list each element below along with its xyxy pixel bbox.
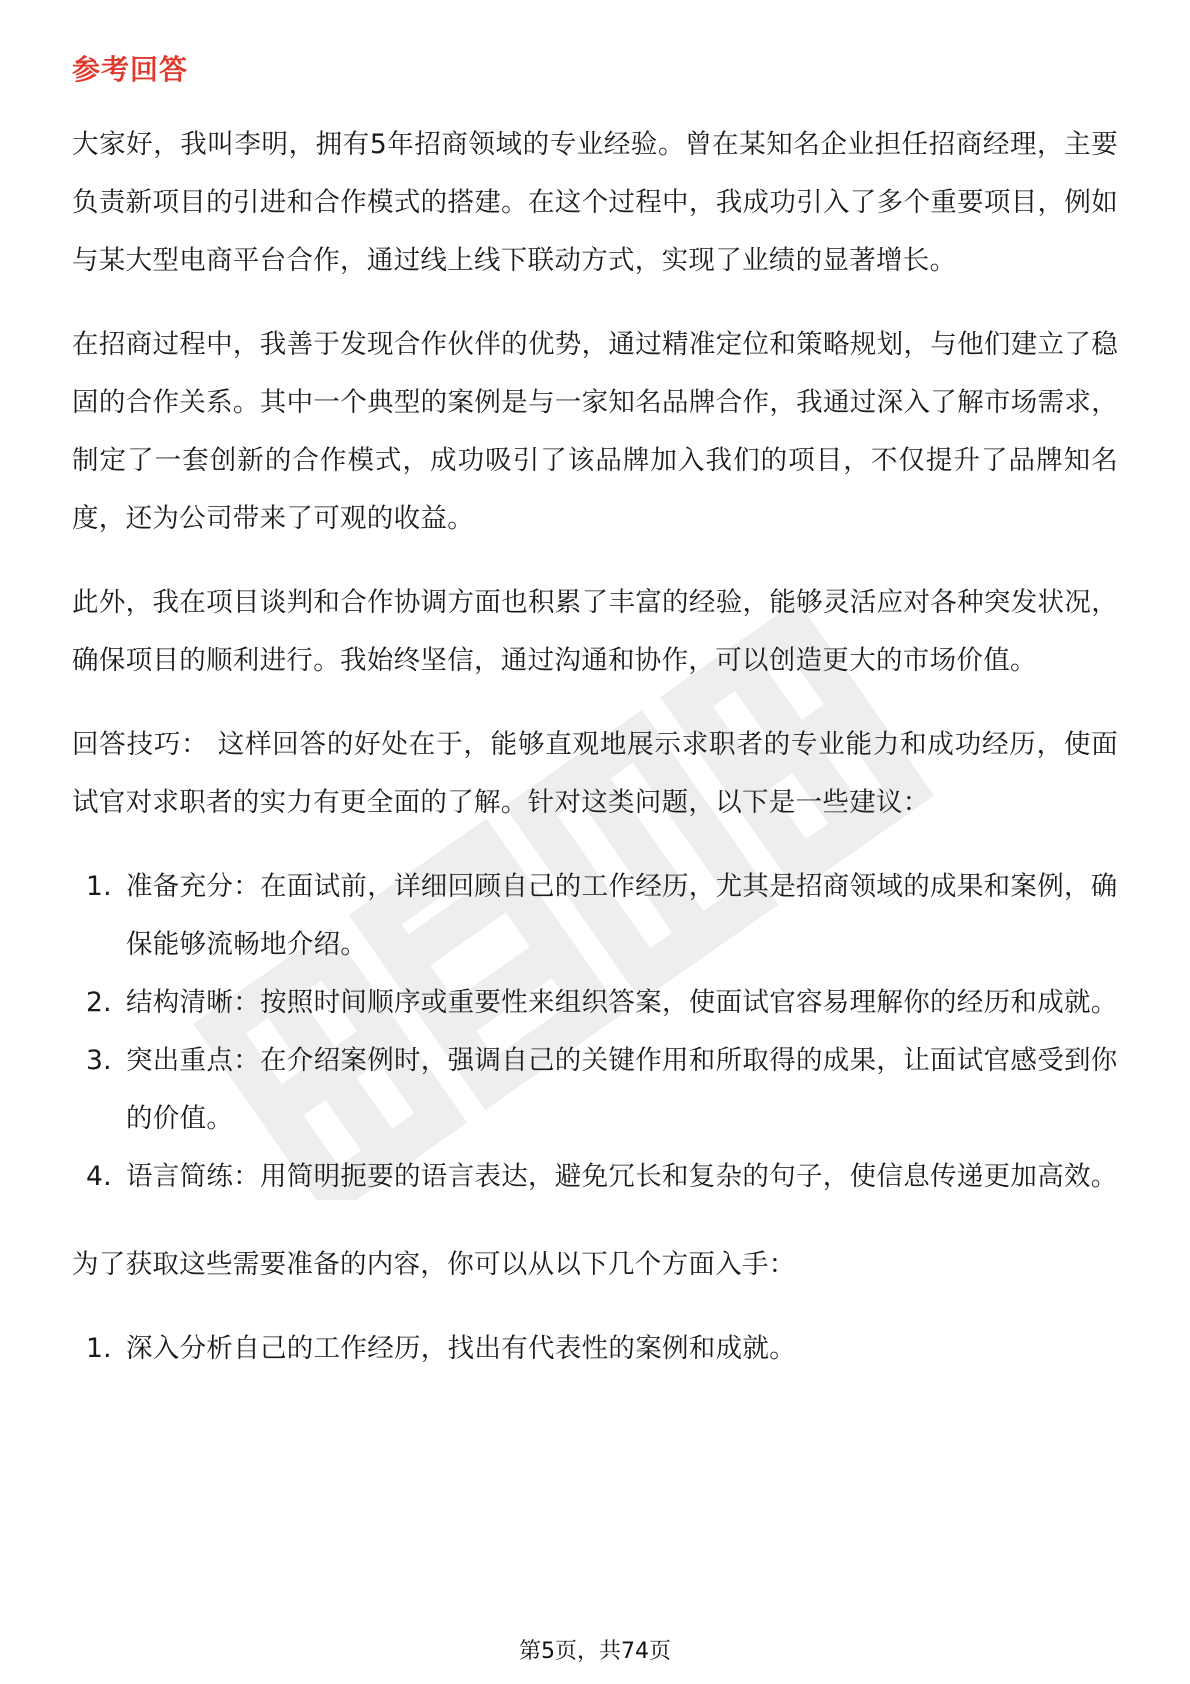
tips-intro-paragraph: 回答技巧： 这样回答的好处在于，能够直观地展示求职者的专业能力和成功经历，使面试官对求职者的实力有更全面的了解。针对这类问题，以下是一些建议：: [72, 729, 1118, 818]
list-number: 1.: [86, 1333, 112, 1364]
list-item-text: 结构清晰：按照时间顺序或重要性来组织答案，使面试官容易理解你的经历和成就。: [126, 987, 1118, 1018]
answer-paragraph-1: 大家好，我叫李明，拥有5年招商领域的专业经验。曾在某知名企业担任招商经理，主要负责新项目的引进和合作模式的搭建。在这个过程中，我成功引入了多个重要项目，例如与某大型电商平台合作，通过线上线下联动方式，实现了业绩的显著增长。: [72, 129, 1118, 276]
tips-list: [72, 858, 1118, 1206]
list-number: 1.: [86, 871, 112, 902]
list-item: [72, 858, 1118, 974]
list-number: 2.: [86, 987, 112, 1018]
preparation-intro: 为了获取这些需要准备的内容，你可以从以下几个方面入手：: [72, 1249, 796, 1280]
list-number: 4.: [86, 1161, 112, 1192]
section-heading: 参考回答: [72, 53, 189, 86]
content-area: [72, 50, 1118, 1408]
list-item: [72, 974, 1118, 1032]
answer-paragraph-2: 在招商过程中，我善于发现合作伙伴的优势，通过精准定位和策略规划，与他们建立了稳固的合作关系。其中一个典型的案例是与一家知名品牌合作，我通过深入了解市场需求，制定了一套创新的合作模式，成功吸引了该品牌加入我们的项目，不仅提升了品牌知名度，还为公司带来了可观的收益。: [72, 329, 1118, 534]
list-item: [72, 1320, 1118, 1378]
answer-paragraph-3: 此外，我在项目谈判和合作协调方面也积累了丰富的经验，能够灵活应对各种突发状况，确保项目的顺利进行。我始终坚信，通过沟通和协作，可以创造更大的市场价值。: [72, 587, 1118, 676]
page-number-footer: 第5页，共74页: [519, 1639, 671, 1664]
list-item: [72, 1032, 1118, 1148]
preparation-list: [72, 1320, 1118, 1378]
list-item-text: 深入分析自己的工作经历，找出有代表性的案例和成就。: [126, 1333, 796, 1364]
list-item-text: 准备充分：在面试前，详细回顾自己的工作经历，尤其是招商领域的成果和案例，确保能够流畅地介绍。: [126, 871, 1118, 960]
list-item: [72, 1148, 1118, 1206]
list-item-text: 语言简练：用简明扼要的语言表达，避免冗长和复杂的句子，使信息传递更加高效。: [126, 1161, 1118, 1192]
list-item-text: 突出重点：在介绍案例时，强调自己的关键作用和所取得的成果，让面试官感受到你的价值。: [126, 1045, 1118, 1134]
list-number: 3.: [86, 1045, 112, 1076]
